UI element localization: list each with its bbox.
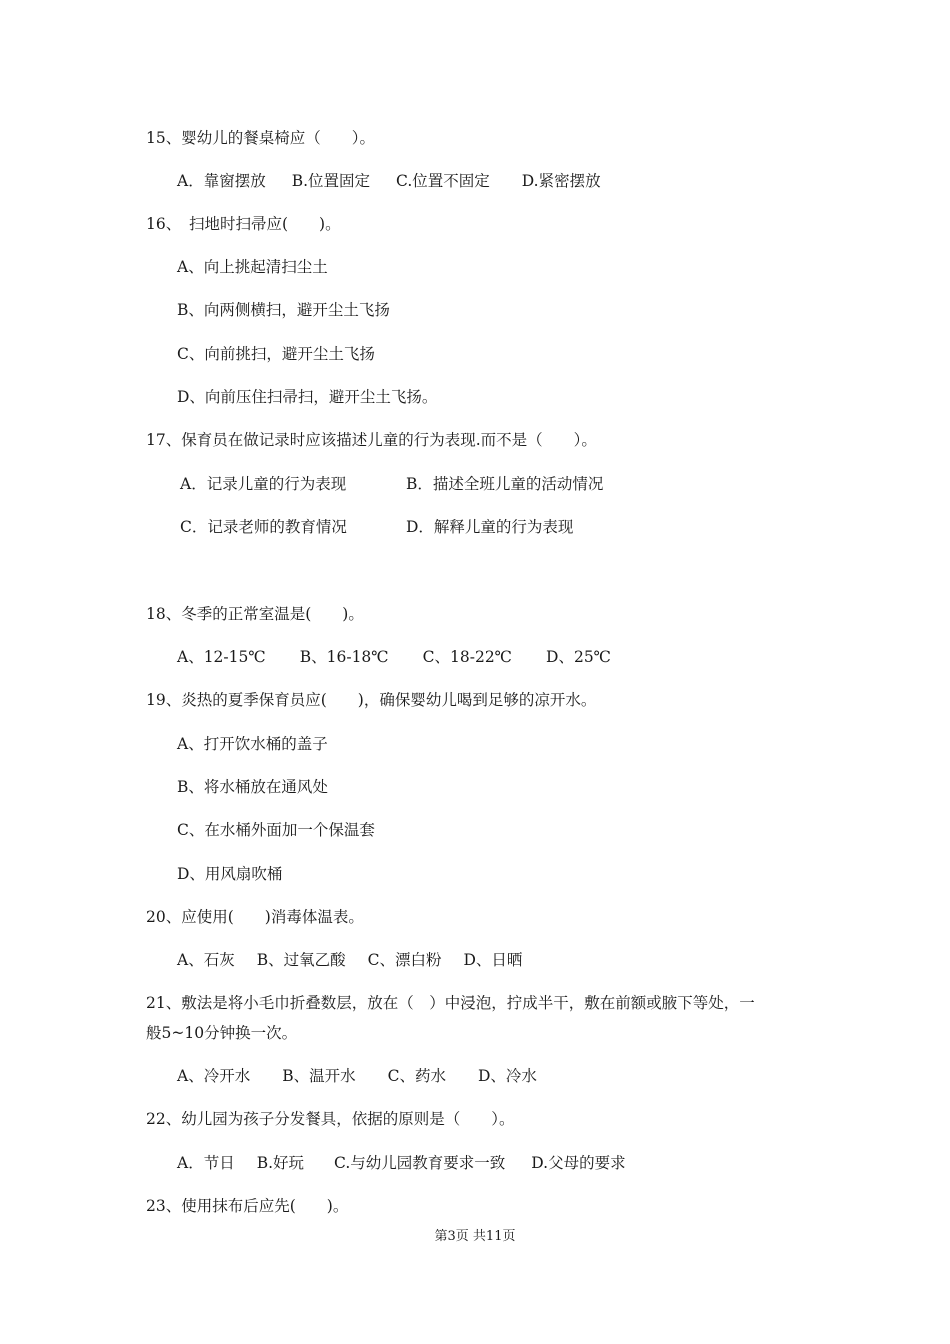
question-20-options: [177, 950, 522, 970]
page-footer: 第3页 共11页: [434, 1229, 516, 1244]
option-b: B.好玩: [256, 1154, 305, 1172]
option-b: B、温开水: [282, 1067, 356, 1085]
option-c: C、漂白粉: [367, 951, 442, 969]
question-23-stem: 23、使用抹布后应先( )。: [146, 1197, 349, 1215]
question-16-option-c: C、向前挑扫，避开尘土飞扬: [177, 345, 375, 363]
question-16-option-a: A、向上挑起清扫尘土: [177, 258, 328, 276]
question-19-option-b: B、将水桶放在通风处: [177, 778, 328, 796]
question-16-option-d: D、向前压住扫帚扫，避开尘土飞扬。: [177, 388, 438, 406]
question-22-stem: 22、幼儿园为孩子分发餐具，依据的原则是（ ）。: [146, 1110, 515, 1128]
option-a: A．靠窗摆放: [177, 172, 266, 190]
question-21-options: [177, 1066, 537, 1086]
question-19-option-c: C、在水桶外面加一个保温套: [177, 821, 375, 839]
option-d: D、25℃: [546, 648, 612, 666]
option-c: C、18-22℃: [422, 648, 513, 666]
question-15-stem: 15、婴幼儿的餐桌椅应（ ）。: [146, 129, 375, 147]
question-21-stem-line2: 般5~10分钟换一次。: [146, 1024, 298, 1042]
option-b: B、过氧乙酸: [256, 951, 346, 969]
question-16-stem: 16、 扫地时扫帚应( )。: [146, 215, 341, 233]
question-17-option-a: A．记录儿童的行为表现: [180, 475, 347, 493]
question-17-option-c: C．记录老师的教育情况: [180, 518, 347, 536]
question-17-option-b: B．描述全班儿童的活动情况: [406, 475, 604, 493]
question-19-stem: 19、炎热的夏季保育员应( )，确保婴幼儿喝到足够的凉开水。: [146, 691, 597, 709]
question-20-stem: 20、应使用( )消毒体温表。: [146, 908, 364, 926]
question-17-stem: 17、保育员在做记录时应该描述儿童的行为表现.而不是（ ）。: [146, 431, 597, 449]
option-c: C.与幼儿园教育要求一致: [334, 1154, 506, 1172]
option-c: C.位置不固定: [396, 172, 490, 190]
question-18-options: [177, 647, 611, 667]
option-d: D、日晒: [463, 951, 523, 969]
question-17-option-d: D．解释儿童的行为表现: [406, 518, 574, 536]
question-19-option-d: D、用风扇吹桶: [177, 865, 283, 883]
option-d: D、冷水: [477, 1067, 537, 1085]
option-a: A．节日: [177, 1154, 235, 1172]
option-d: D.紧密摆放: [521, 172, 601, 190]
question-15-options: [177, 171, 601, 191]
question-19-option-a: A、打开饮水桶的盖子: [177, 735, 328, 753]
option-d: D.父母的要求: [531, 1154, 626, 1172]
option-b: B、16-18℃: [299, 648, 389, 666]
option-a: A、冷开水: [177, 1067, 251, 1085]
option-b: B.位置固定: [291, 172, 371, 190]
question-16-option-b: B、向两侧横扫，避开尘土飞扬: [177, 301, 390, 319]
question-18-stem: 18、冬季的正常室温是( )。: [146, 605, 364, 623]
option-a: A、12-15℃: [177, 648, 266, 666]
option-c: C、药水: [387, 1067, 446, 1085]
question-22-options: [177, 1153, 626, 1173]
question-21-stem-line1: 21、敷法是将小毛巾折叠数层，放在（ ）中浸泡，拧成半干，敷在前额或腋下等处，一: [146, 994, 755, 1012]
option-a: A、石灰: [177, 951, 235, 969]
